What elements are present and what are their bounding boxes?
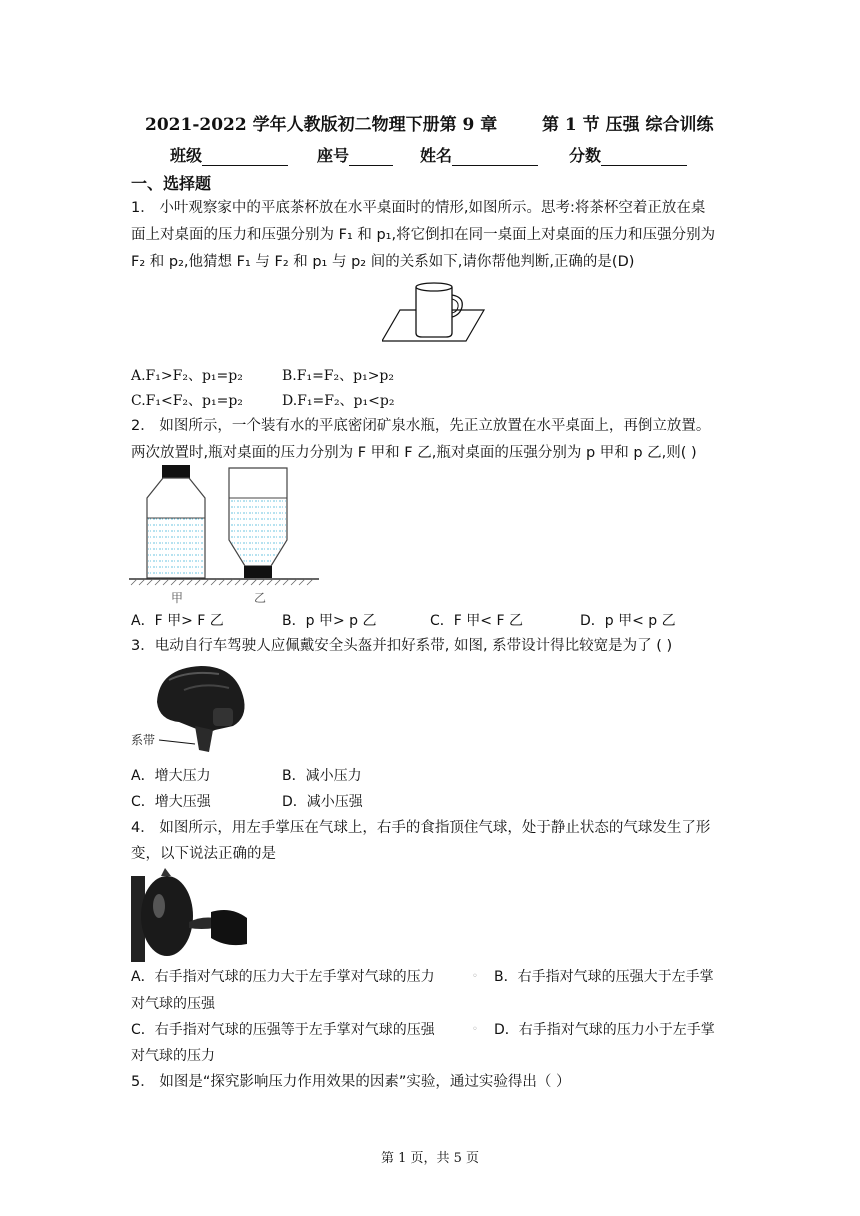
q3-option-d[interactable]: D．减小压强 (282, 794, 363, 810)
q2-option-a[interactable]: A．F 甲> F 乙 (131, 613, 224, 629)
class-field (170, 143, 288, 166)
q1-line3: F₂ 和 p₂,他猜想 F₁ 与 F₂ 和 p₁ 与 p₂ 间的关系如下,请你帮他判断,正确的是(D) (131, 254, 635, 270)
q4-option-c[interactable]: C．右手指对气球的压强等于左手掌对气球的压强 (131, 1022, 435, 1038)
class-blank[interactable] (202, 147, 288, 166)
q3-line1: 3．电动自行车驾驶人应佩戴安全头盔并扣好系带, 如图, 系带设计得比较宽是为了 ( ) (131, 638, 673, 654)
helmet-figure (129, 660, 249, 755)
separator-dot: ◦ (472, 971, 478, 982)
q4-option-d-cont: 对气球的压力 (131, 1048, 215, 1064)
q3-option-c[interactable]: C．增大压强 (131, 794, 211, 810)
q2-line1: 2． 如图所示，一个装有水的平底密闭矿泉水瓶，先正立放置在水平桌面上，再倒立放置。 (131, 418, 711, 434)
name-blank[interactable] (452, 147, 538, 166)
separator-dot: ◦ (472, 1024, 478, 1035)
q4-option-d[interactable]: D．右手指对气球的压力小于左手掌 (494, 1022, 715, 1038)
water-bottles-figure (129, 462, 319, 606)
q2-line2: 两次放置时,瓶对桌面的压力分别为 F 甲和 F 乙,瓶对桌面的压强分别为 p 甲和 p 乙,则( ) (131, 445, 697, 461)
q1-option-b[interactable]: B.F₁=F₂、p₁>p₂ (282, 368, 394, 384)
q1-line1: 1． 小叶观察家中的平底茶杯放在水平桌面时的情形,如图所示。思考:将茶杯空着正放在桌 (131, 200, 706, 216)
q1-option-c[interactable]: C.F₁<F₂、p₁=p₂ (131, 393, 243, 409)
title-right: 第 1 节 压强 综合训练 (542, 115, 714, 135)
q3-option-a[interactable]: A．增大压力 (131, 768, 211, 784)
name-label: 姓名 (420, 146, 453, 165)
page-footer: 第 1 页，共 5 页 (380, 1151, 480, 1166)
seat-blank[interactable] (349, 147, 393, 166)
q2-option-d[interactable]: D．p 甲< p 乙 (580, 613, 676, 629)
section-title: 一、选择题 (131, 174, 212, 193)
q4-option-b-cont: 对气球的压强 (131, 996, 215, 1012)
cup-on-table-figure (382, 275, 486, 347)
q1-option-d[interactable]: D.F₁=F₂、p₁<p₂ (282, 393, 395, 409)
score-label: 分数 (569, 146, 602, 165)
score-field (569, 143, 687, 166)
q4-line1: 4． 如图所示，用左手掌压在气球上，右手的食指顶住气球，处于静止状态的气球发生了形 (131, 820, 711, 836)
balloon-hand-figure (131, 866, 249, 962)
strap-label: 系带 (131, 733, 156, 747)
label-jia: 甲 (171, 591, 184, 605)
q1-line2: 面上对桌面的压力和压强分别为 F₁ 和 p₁,将它倒扣在同一桌面上对桌面的压力和压强分别为 (131, 227, 716, 243)
name-field (420, 143, 538, 166)
q4-line2: 变，以下说法正确的是 (131, 846, 276, 862)
q1-option-a[interactable]: A.F₁>F₂、p₁=p₂ (131, 368, 243, 384)
q3-option-b[interactable]: B．减小压力 (282, 768, 362, 784)
q4-option-a[interactable]: A．右手指对气球的压力大于左手掌对气球的压力 (131, 969, 435, 985)
score-blank[interactable] (601, 147, 687, 166)
q2-option-b[interactable]: B．p 甲> p 乙 (282, 613, 377, 629)
title-left: 2021-2022 学年人教版初二物理下册第 9 章 (145, 115, 498, 135)
q4-option-b[interactable]: B．右手指对气球的压强大于左手掌 (494, 969, 714, 985)
label-yi: 乙 (254, 591, 267, 605)
seat-label: 座号 (317, 146, 350, 165)
q2-option-c[interactable]: C．F 甲< F 乙 (430, 613, 523, 629)
seat-field (317, 143, 393, 166)
q5-line1: 5． 如图是“探究影响压力作用效果的因素”实验，通过实验得出（ ） (131, 1074, 571, 1090)
class-label: 班级 (170, 146, 203, 165)
